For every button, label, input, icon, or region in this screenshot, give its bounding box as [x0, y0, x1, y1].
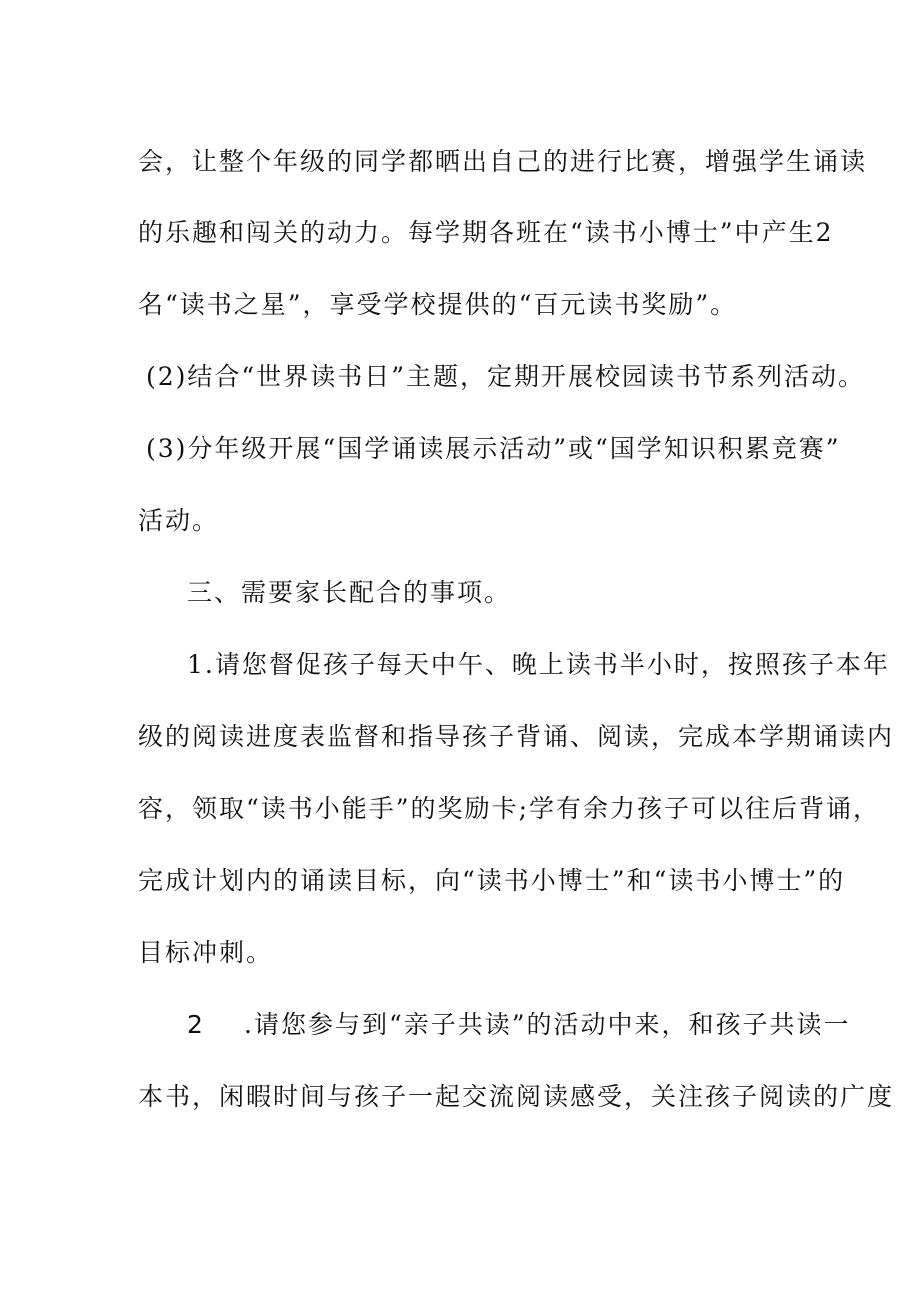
text-line-11: 完成计划内的诵读目标，向“读书小博士”和“读书小博士”的: [138, 866, 846, 895]
text-line-3: 名“读书之星”，享受学校提供的“百元读书奖励”。: [138, 290, 738, 319]
text-line-8: 1.请您督促孩子每天中午、晚上读书半小时，按照孩子本年: [187, 650, 890, 679]
text-line-14: 本书，闲暇时间与孩子一起交流阅读感受，关注孩子阅读的广度: [138, 1082, 895, 1111]
text-line-10: 容，领取“读书小能手”的奖励卡;学有余力孩子可以往后背诵，: [138, 794, 880, 823]
text-line-4: (2)结合“世界读书日”主题，定期开展校园读书节系列活动。: [146, 362, 865, 391]
text-line-5: (3)分年级开展“国学诵读展示活动”或“国学知识积累竞赛”: [146, 434, 841, 463]
text-line-6: 活动。: [138, 506, 220, 535]
text-line-9: 级的阅读进度表监督和指导孩子背诵、阅读，完成本学期诵读内: [138, 722, 895, 751]
text-line-12: 目标冲刺。: [138, 938, 274, 967]
text-line-2: 的乐趣和闯关的动力。每学期各班在“读书小博士”中产生2: [138, 218, 834, 247]
text-line-13: .请您参与到“亲子共读”的活动中来，和孩子共读一: [244, 1010, 851, 1039]
text-line-1: 会，让整个年级的同学都晒出自己的进行比赛，增强学生诵读: [138, 147, 868, 176]
item-number-2: 2: [187, 1010, 205, 1039]
section-heading: 三、需要家长配合的事项。: [187, 578, 512, 607]
